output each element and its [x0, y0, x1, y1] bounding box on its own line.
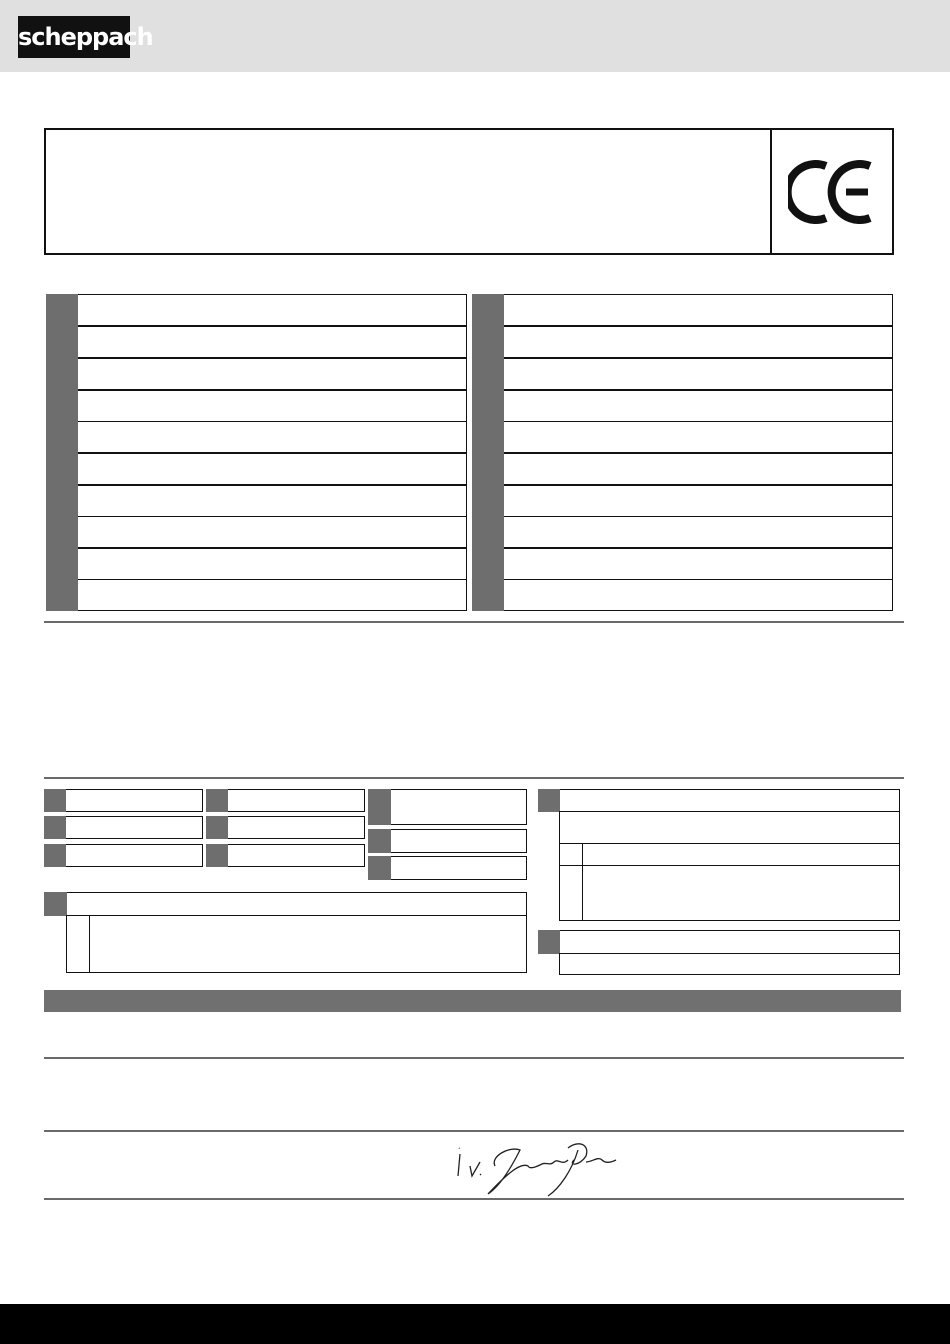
language-row	[472, 358, 893, 390]
notified-body-divider	[582, 843, 583, 921]
documentation-field-body	[559, 953, 900, 975]
language-row	[46, 326, 467, 358]
language-marker-square	[472, 358, 504, 390]
language-marker-square	[472, 548, 504, 580]
language-row	[472, 485, 893, 517]
footer-band	[0, 1304, 950, 1344]
marker-square	[538, 930, 560, 954]
language-row	[46, 579, 467, 611]
ce-mark-icon	[788, 158, 878, 226]
language-marker-square	[46, 390, 78, 422]
language-row	[472, 453, 893, 485]
notified-body-row	[559, 843, 900, 866]
standards-cell	[44, 816, 203, 839]
language-row	[46, 390, 467, 422]
standards-field-body	[66, 915, 527, 973]
standards-cell	[368, 829, 527, 853]
language-marker-square	[472, 485, 504, 517]
language-marker-square	[46, 453, 78, 485]
notified-body-detail	[559, 865, 900, 921]
standards-cell	[368, 856, 527, 880]
standards-marker-square	[44, 816, 66, 839]
standards-cell	[206, 789, 365, 812]
language-row	[472, 548, 893, 580]
standards-cell	[206, 816, 365, 839]
standards-cell	[44, 844, 203, 867]
marker-square	[44, 892, 67, 916]
language-marker-square	[46, 358, 78, 390]
signature-icon	[450, 1136, 620, 1200]
divider-line-2	[44, 777, 904, 779]
divider-line-1	[44, 621, 904, 623]
grey-banner	[44, 990, 901, 1012]
standards-marker-square	[206, 816, 228, 839]
divider-line-4	[44, 1130, 904, 1132]
marker-square	[538, 789, 560, 812]
standards-marker-square	[368, 829, 391, 853]
language-marker-square	[472, 453, 504, 485]
language-marker-square	[46, 548, 78, 580]
language-row	[46, 358, 467, 390]
standards-marker-square	[206, 789, 228, 812]
language-row	[46, 485, 467, 517]
language-row	[46, 516, 467, 548]
language-row	[472, 421, 893, 453]
language-marker-square	[46, 579, 78, 611]
language-row	[46, 294, 467, 326]
language-row	[46, 421, 467, 453]
language-marker-square	[472, 294, 504, 326]
notified-body-body	[559, 811, 900, 844]
standards-marker-square	[206, 844, 228, 867]
language-marker-square	[472, 421, 504, 453]
declaration-title-box	[44, 128, 894, 255]
language-row	[472, 294, 893, 326]
language-marker-square	[472, 326, 504, 358]
language-row	[472, 516, 893, 548]
standards-cell	[206, 844, 365, 867]
standards-marker-square	[44, 789, 66, 812]
standards-field-divider	[89, 915, 90, 973]
documentation-field	[538, 930, 900, 954]
language-row	[472, 390, 893, 422]
language-row	[46, 548, 467, 580]
scheppach-logo: scheppach	[18, 16, 130, 58]
language-marker-square	[46, 421, 78, 453]
language-marker-square	[472, 579, 504, 611]
language-row	[472, 579, 893, 611]
ce-divider	[770, 128, 772, 255]
language-row	[46, 453, 467, 485]
language-marker-square	[46, 294, 78, 326]
standards-field-wide	[44, 892, 527, 916]
language-row	[472, 326, 893, 358]
language-marker-square	[46, 516, 78, 548]
standards-marker-square	[368, 789, 391, 825]
divider-line-3	[44, 1057, 904, 1059]
standards-cell	[44, 789, 203, 812]
notified-body-field	[538, 789, 900, 812]
language-marker-square	[472, 390, 504, 422]
standards-marker-square	[44, 844, 66, 867]
language-marker-square	[46, 485, 78, 517]
language-marker-square	[472, 516, 504, 548]
standards-cell-tall	[368, 789, 527, 825]
standards-marker-square	[368, 856, 391, 880]
language-marker-square	[46, 326, 78, 358]
